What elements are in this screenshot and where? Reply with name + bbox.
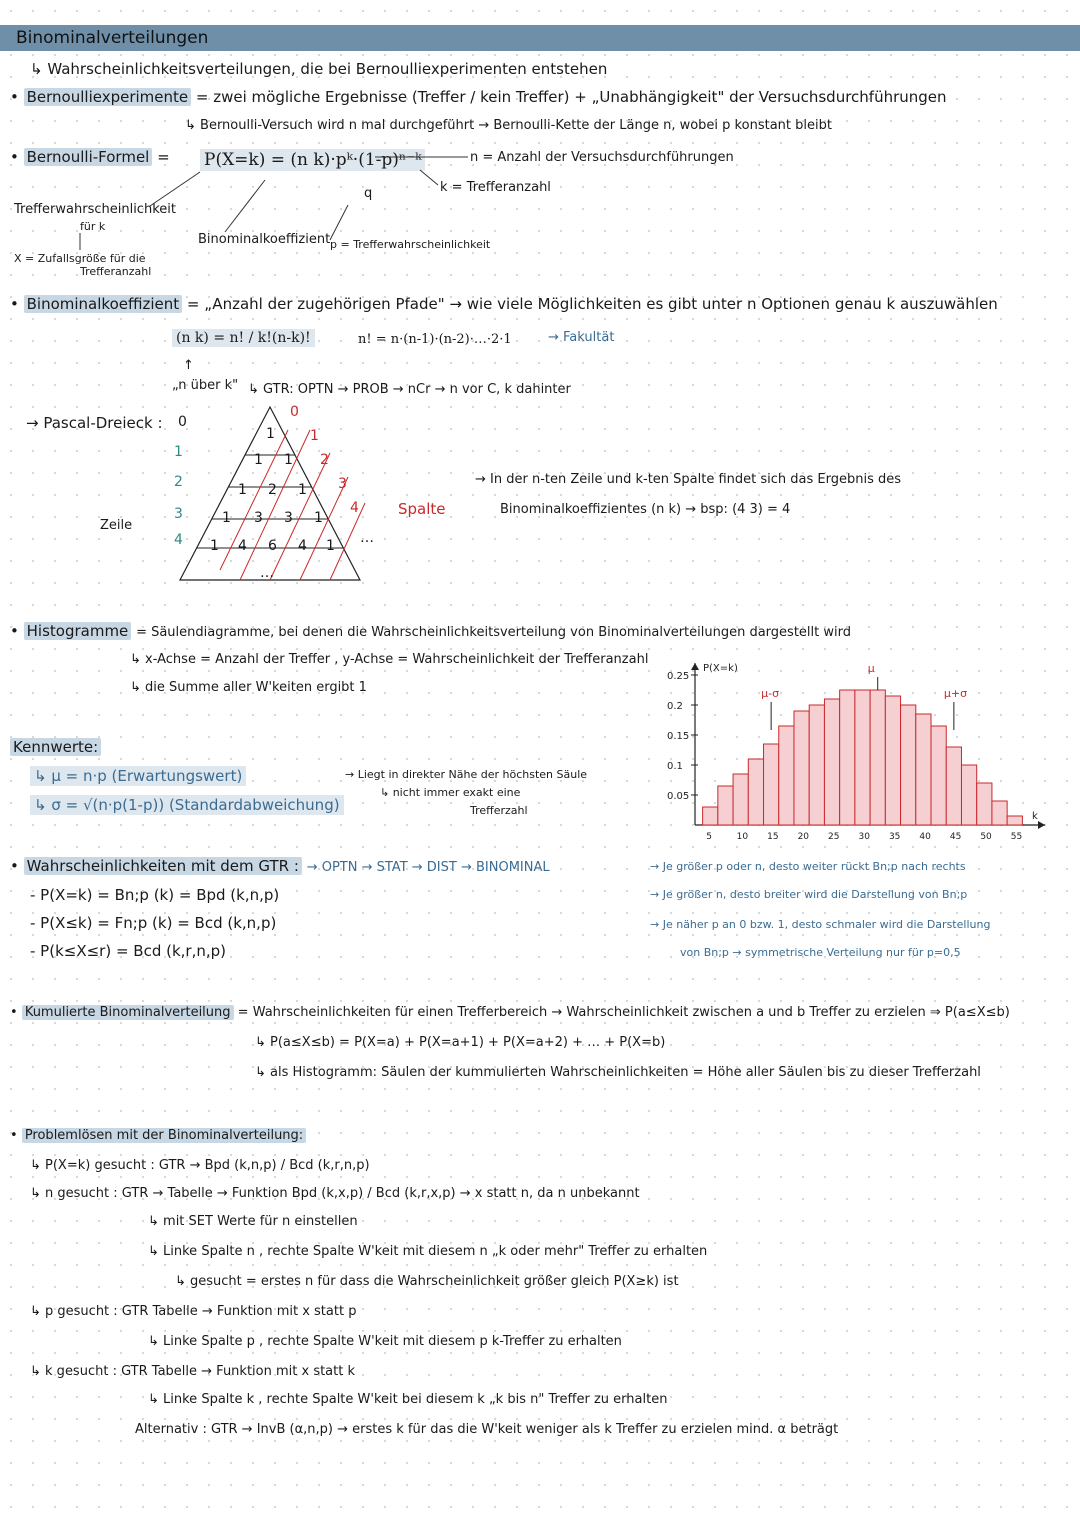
x-tick-label: 20 (797, 832, 810, 842)
x-tick-label: 40 (919, 832, 931, 842)
sigma-formula-text: ↳ σ = √(n·p(1-p)) (Standardabweichung) (30, 795, 344, 815)
mu-note-2: ↳ nicht immer exakt eine (380, 786, 521, 799)
histogram-bar (764, 744, 779, 825)
chart-note-1: → Je größer p oder n, desto weiter rückt Bn;p nach rechts (650, 860, 966, 873)
problem-p-x-k: ↳ P(X=k) gesucht : GTR → Bpd (k,n,p) / Bcd (k,r,n,p) (30, 1158, 370, 1173)
x-tick-label: 25 (828, 832, 840, 842)
equals-sign: = (157, 148, 170, 166)
histogram-chart (640, 650, 1060, 850)
problem-p-2: ↳ Linke Spalte p , rechte Spalte W'keit mit diesem p k-Treffer zu erhalten (148, 1334, 622, 1349)
y-axis-arrow (691, 663, 699, 670)
cumulative-histogram-text: ↳ als Histogramm: Säulen der kummulierten Wahrscheinlichkeiten = Höhe aller Säulen bis zu dieser Trefferzahl (255, 1065, 981, 1080)
histogram-def: = Säulendiagramme, bei denen die Wahrscheinlichkeitsverteilung von Binominalverteilungen dargestellt wird (136, 625, 851, 640)
histogram-bar (809, 705, 824, 825)
x-tick-label: 45 (949, 832, 962, 842)
pascal-cell-1-1: 1 (284, 452, 293, 468)
histogram-bar (870, 690, 885, 825)
histogram-bar (779, 726, 794, 825)
mu-formula-text: ↳ μ = n·p (Erwartungswert) (30, 766, 246, 786)
problem-k-3: Alternativ : GTR → InvB (α,n,p) → erstes k für das die W'keit weniger als k Treffer zu erzielen mind. α beträgt (135, 1422, 839, 1437)
pascal-cell-4-2: 6 (268, 538, 277, 554)
y-tick-label: 0.2 (667, 701, 683, 712)
pascal-cell-3-2: 3 (284, 510, 293, 526)
problem-n-4: ↳ gesucht = erstes n für dass die Wahrscheinlichkeit größer gleich P(X≥k) ist (175, 1274, 679, 1289)
factorial-label: → Fakultät (548, 330, 615, 345)
x-tick-label: 50 (980, 832, 992, 842)
histogram-bar (840, 690, 855, 825)
histogram-bar (946, 747, 961, 825)
histogram-bar (961, 765, 976, 825)
row-number-0: 0 (178, 414, 187, 430)
intro-text: ↳ Wahrscheinlichkeitsverteilungen, die bei Bernoulliexperimenten entstehen (30, 60, 608, 78)
pascal-cell-4-0: 1 (210, 538, 219, 554)
col-dots: … (360, 530, 374, 546)
histogram-bar (1007, 816, 1022, 825)
key-values-term: Kennwerte: (10, 738, 101, 756)
factorial-def: n! = n·(n-1)·(n-2)·…·2·1 (358, 332, 512, 347)
x-tick-label: 55 (1010, 832, 1023, 842)
y-axis-label: P(X=k) (703, 663, 738, 674)
key-values-line (10, 738, 101, 756)
problem-k-2: ↳ Linke Spalte k , rechte Spalte W'keit bei diesem k „k bis n" Treffer zu erhalten (148, 1392, 668, 1407)
histogram-bar (931, 726, 946, 825)
sigma-formula (30, 796, 344, 814)
bernoulli-experiment-line: • Bernoulliexperimente = zwei mögliche Ergebnisse (Treffer / kein Treffer) + „Unabhängigkeit" der Versuchsdurchführungen (10, 88, 947, 106)
gtr-line: • Wahrscheinlichkeiten mit dem GTR : → OPTN → STAT → DIST → BINOMINAL (10, 857, 550, 875)
problem-solving-line: • Problemlösen mit der Binominalverteilung: (10, 1128, 306, 1143)
problem-solving-term: Problemlösen mit der Binominalverteilung: (22, 1128, 306, 1143)
histogram-bar (718, 786, 733, 825)
col-number-3: 3 (338, 476, 347, 492)
arrow-up: ↑ (183, 358, 194, 373)
histogram-bar (748, 759, 763, 825)
pascal-cell-2-1: 2 (268, 482, 277, 498)
mu-formula (30, 767, 246, 785)
histogram-sum-text: ↳ die Summe aller W'keiten ergibt 1 (130, 680, 367, 695)
histogram-bar (703, 807, 718, 825)
bernoulli-formula-line: • Bernoulli-Formel = (10, 148, 170, 166)
annotation-label: μ+σ (943, 687, 968, 700)
bernoulli-chain-text: ↳ Bernoulli-Versuch wird n mal durchgeführt → Bernoulli-Kette der Länge n, wobei p konstant bleibt (185, 118, 832, 133)
mu-note-1: → Liegt in direkter Nähe der höchsten Säule (345, 768, 588, 781)
x-axis-arrow (1038, 821, 1045, 829)
chart-note-3: → Je näher p an 0 bzw. 1, desto schmaler wird die Darstellung (650, 918, 991, 931)
problem-p-1: ↳ p gesucht : GTR Tabelle → Funktion mit x statt p (30, 1304, 357, 1319)
pascal-note-1: → In der n-ten Zeile und k-ten Spalte findet sich das Ergebnis des (475, 472, 902, 487)
hit-probability-label: Trefferwahrscheinlichkeit (14, 202, 176, 217)
x-axis-label: k (1032, 811, 1038, 822)
cumulative-def: = Wahrscheinlichkeiten für einen Trefferbereich → Wahrscheinlichkeit zwischen a und b Treffer zu erzielen ⇒ P(a≤X≤b) (237, 1005, 1010, 1020)
pascal-cell-2-0: 1 (238, 482, 247, 498)
spalte-label: Spalte (398, 500, 446, 518)
y-tick-label: 0.15 (667, 731, 690, 742)
binomial-coefficient-def: = „Anzahl der zugehörigen Pfade" → wie viele Möglichkeiten es gibt unter n Optionen genau k auszuwählen (186, 295, 998, 313)
problem-k-1: ↳ k gesucht : GTR Tabelle → Funktion mit x statt k (30, 1364, 356, 1379)
pascal-cell-3-1: 3 (254, 510, 263, 526)
gtr-term: Wahrscheinlichkeiten mit dem GTR : (24, 857, 302, 875)
mu-note-3: Trefferzahl (470, 804, 528, 817)
y-tick-label: 0.05 (667, 791, 690, 802)
chart-note-2: → Je größer n, desto breiter wird die Darstellung von Bn;p (650, 888, 968, 901)
binomial-fraction: (n k) = n! / k!(n-k)! (172, 329, 315, 347)
problem-n-2: ↳ mit SET Werte für n einstellen (148, 1214, 358, 1229)
row-number-2: 2 (174, 474, 183, 490)
cumulative-line: • Kumulierte Binominalverteilung = Wahrscheinlichkeiten für einen Trefferbereich → Wahrscheinlichkeit zwischen a und b Treffer zu erzielen ⇒ P(a≤X≤b) (10, 1005, 1010, 1020)
n-choose-k-label: „n über k" (172, 378, 239, 393)
problem-n-1: ↳ n gesucht : GTR → Tabelle → Funktion Bpd (k,x,p) / Bcd (k,r,x,p) → x statt n, da n unbekannt (30, 1186, 640, 1201)
x-tick-label: 35 (888, 832, 901, 842)
histogram-axes-text: ↳ x-Achse = Anzahl der Treffer , y-Achse = Wahrscheinlichkeit der Trefferanzahl (130, 652, 649, 667)
col-number-0: 0 (290, 404, 299, 420)
row-number-4: 4 (174, 532, 183, 548)
histogram-bar (824, 699, 839, 825)
pascal-cell-4-4: 1 (326, 538, 335, 554)
gtr-ncr-path: ↳ GTR: OPTN → PROB → nCr → n vor C, k dahinter (248, 382, 571, 397)
row-number-1: 1 (174, 444, 183, 460)
page-title: Binominalverteilungen (16, 28, 209, 48)
binomial-fraction-box (172, 330, 315, 346)
problem-n-3: ↳ Linke Spalte n , rechte Spalte W'keit mit diesem n „k oder mehr" Treffer zu erhalten (148, 1244, 708, 1259)
chart-note-4: von Bn;p → symmetrische Verteilung nur für p=0,5 (680, 946, 961, 959)
cumulative-formula: ↳ P(a≤X≤b) = P(X=a) + P(X=a+1) + P(X=a+2) + … + P(X=b) (255, 1035, 666, 1050)
x-tick-label: 30 (858, 832, 870, 842)
annotation-label: μ-σ (761, 687, 780, 700)
formula-connector-lines (0, 0, 1080, 300)
n-label: n = Anzahl der Versuchsdurchführungen (470, 150, 734, 165)
x-tick-label: 5 (706, 832, 712, 842)
k-label: k = Trefferanzahl (440, 180, 551, 195)
annotation-label: μ (867, 662, 875, 675)
histogram-bar (992, 801, 1007, 825)
gtr-formula-1: - P(X=k) = Bn;p (k) = Bpd (k,n,p) (30, 886, 280, 904)
gtr-formula-3: - P(k≤X≤r) = Bcd (k,r,n,p) (30, 942, 227, 960)
x-tick-label: 15 (767, 832, 779, 842)
bernoulli-formula: P(X=k) = (n k)·pᵏ·(1-p)ⁿ⁻ᵏ (200, 149, 425, 171)
y-tick-label: 0.25 (667, 671, 690, 682)
binomial-coefficient-line: • Binominalkoeffizient = „Anzahl der zugehörigen Pfade" → wie viele Möglichkeiten es gibt unter n Optionen genau k auszuwählen (10, 295, 998, 313)
p-label: p = Trefferwahrscheinlichkeit (330, 238, 491, 251)
pascal-cell-4-3: 4 (298, 538, 307, 554)
gtr-path: → OPTN → STAT → DIST → BINOMINAL (306, 860, 550, 875)
histogram-bar (794, 711, 809, 825)
histogram-bar (977, 783, 992, 825)
q-label: q (364, 186, 373, 201)
row-number-3: 3 (174, 506, 183, 522)
histogram-bar (855, 690, 870, 825)
gtr-formula-2: - P(X≤k) = Fn;p (k) = Bcd (k,n,p) (30, 914, 277, 932)
zeile-label: Zeile (100, 518, 133, 533)
pascal-cell-4-1: 4 (238, 538, 247, 554)
pascal-cell-1-0: 1 (254, 452, 263, 468)
col-number-4: 4 (350, 500, 359, 516)
pascal-cell-0-0: 1 (266, 426, 275, 442)
pascal-cell-3-3: 1 (314, 510, 323, 526)
pascal-label: → Pascal-Dreieck : (26, 414, 163, 432)
random-variable-label: X = Zufallsgröße für die (14, 252, 146, 265)
cumulative-term: Kumulierte Binominalverteilung (22, 1005, 234, 1020)
histogram-line: • Histogramme = Säulendiagramme, bei denen die Wahrscheinlichkeitsverteilung von Binominalverteilungen dargestellt wird (10, 622, 851, 640)
trefferanzahl-label: Trefferanzahl (80, 265, 152, 278)
x-tick-label: 10 (736, 832, 749, 842)
pascal-triangle-lines (160, 395, 400, 590)
for-k-label: für k (80, 220, 106, 233)
histogram-bar (733, 774, 748, 825)
histogram-bar (916, 714, 931, 825)
bernoulli-experiment-def: = zwei mögliche Ergebnisse (Treffer / kein Treffer) + „Unabhängigkeit" der Versuchsdurchführungen (195, 88, 947, 106)
binomial-coefficient-label: Binominalkoeffizient (198, 232, 331, 247)
bernoulli-formula-term: Bernoulli-Formel (24, 148, 153, 166)
binomial-coefficient-term: Binominalkoeffizient (24, 295, 183, 313)
bottom-row-dots: … (260, 565, 274, 581)
histogram-bar (885, 696, 900, 825)
histogram-bar (901, 705, 916, 825)
bernoulli-experiment-term: Bernoulliexperimente (24, 88, 192, 106)
col-number-1: 1 (310, 428, 319, 444)
pascal-cell-2-2: 1 (298, 482, 307, 498)
y-tick-label: 0.1 (667, 761, 683, 772)
col-number-2: 2 (320, 452, 329, 468)
pascal-cell-3-0: 1 (222, 510, 231, 526)
pascal-note-2: Binominalkoeffizientes (n k) → bsp: (4 3) = 4 (500, 502, 791, 517)
histogram-term: Histogramme (24, 622, 132, 640)
